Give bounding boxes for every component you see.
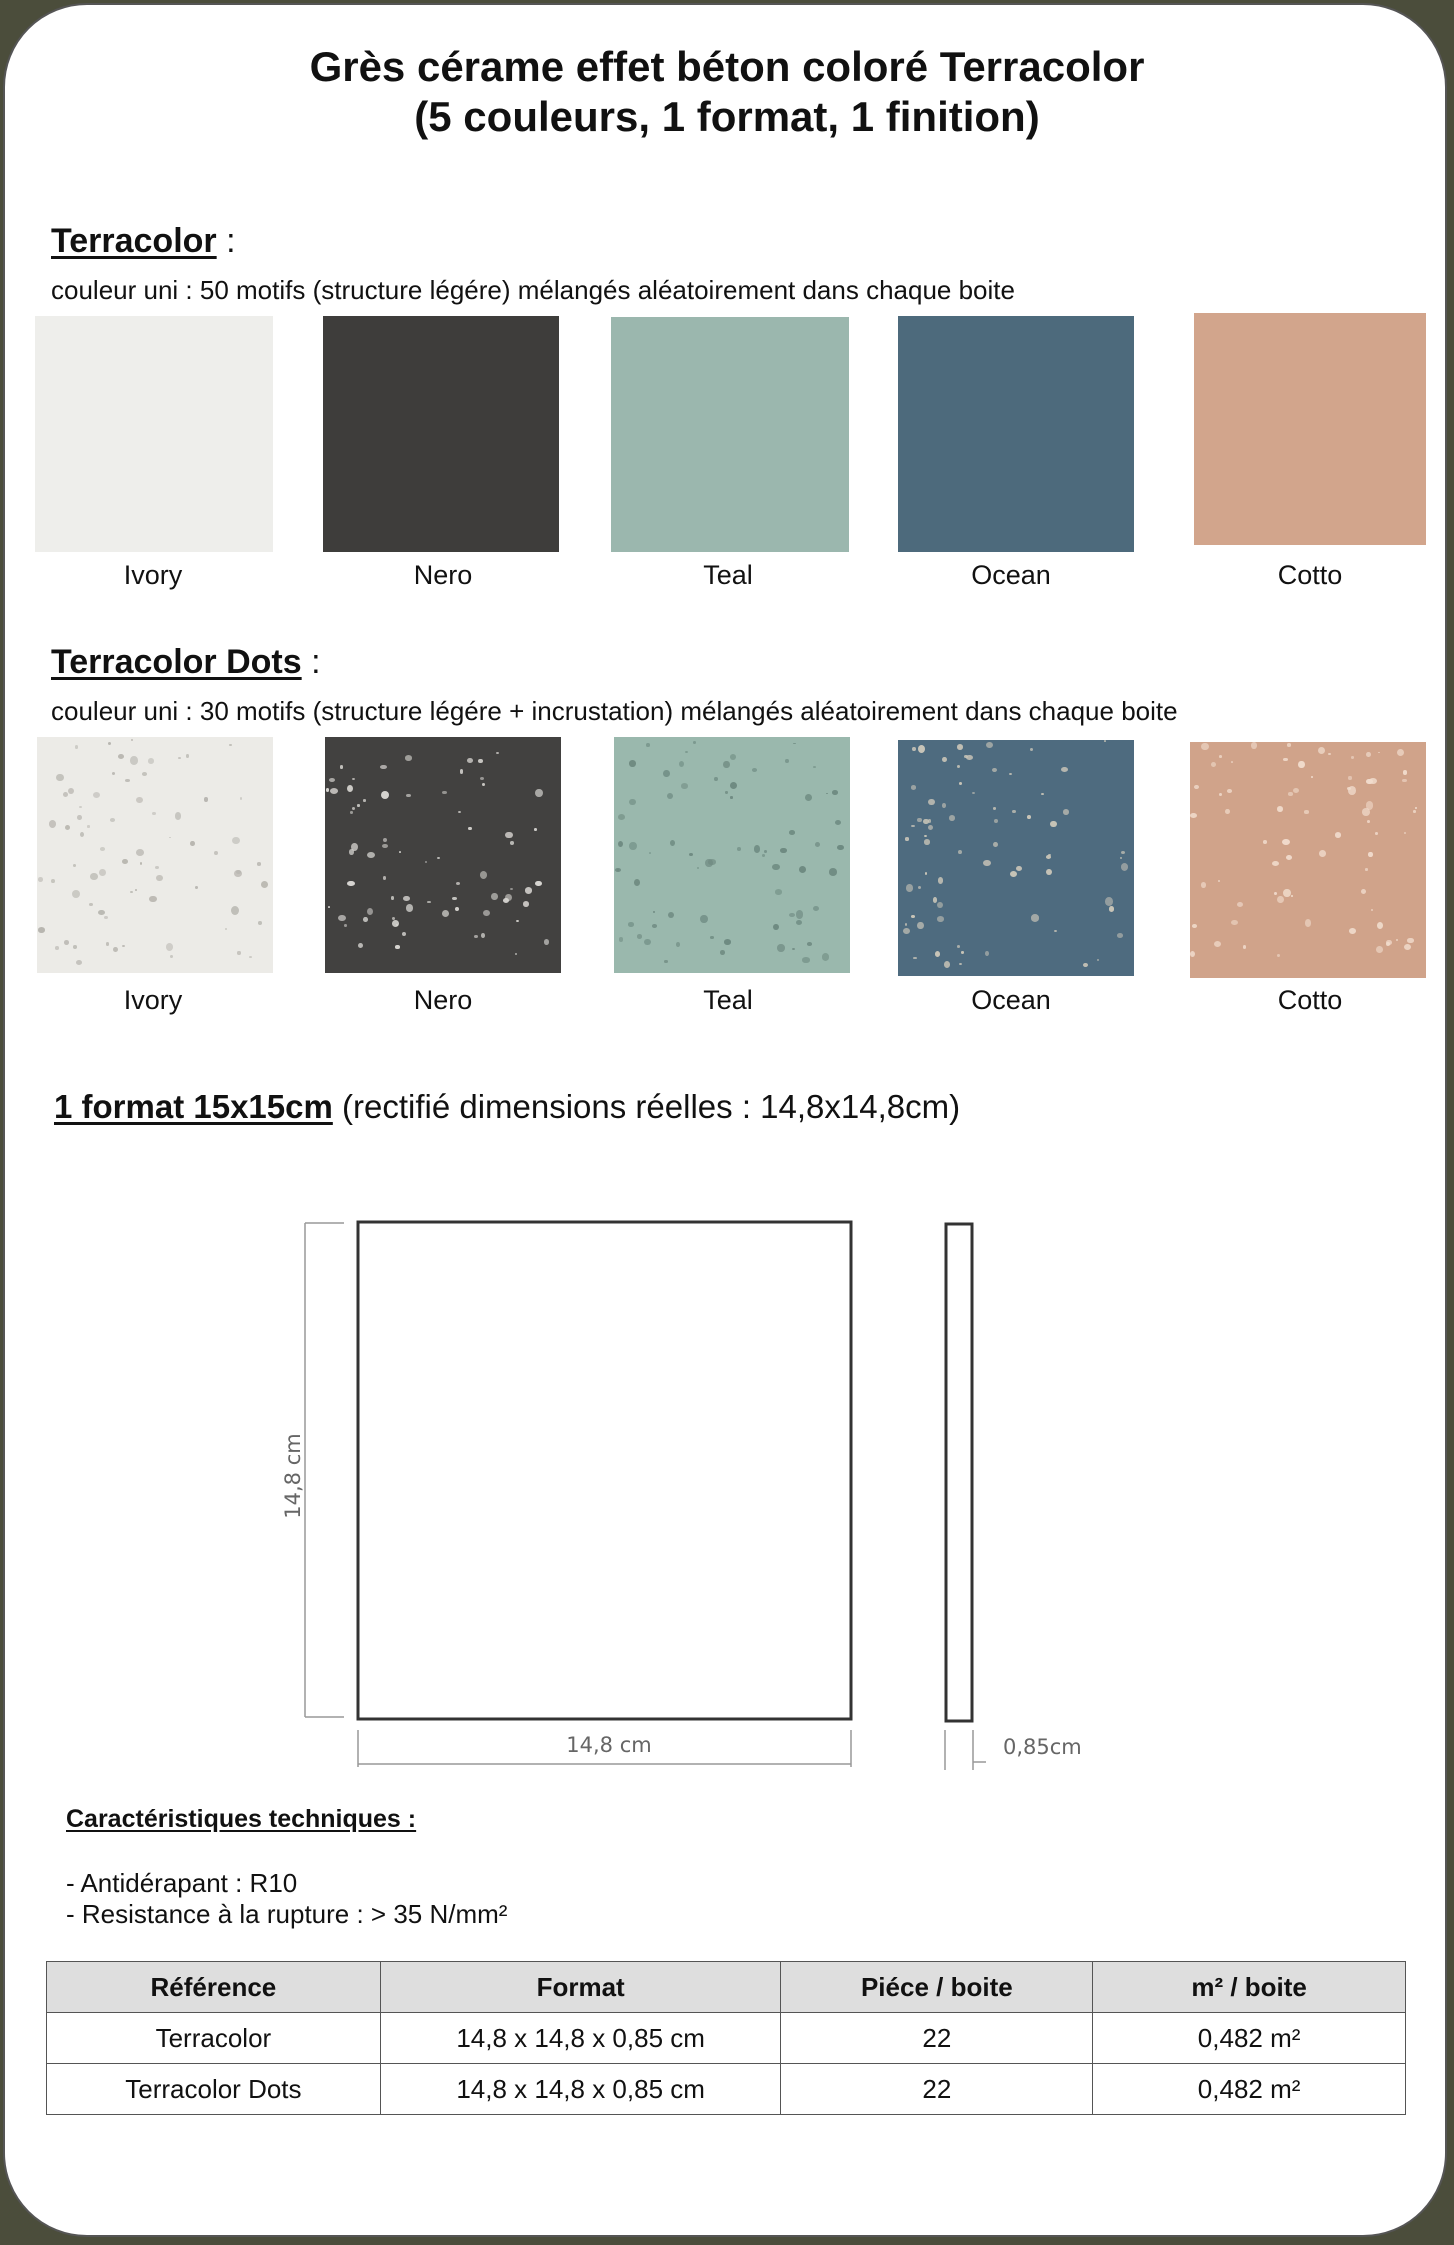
tile-label-terracolor-teal: Teal [703, 560, 753, 590]
tech-title: Caractéristiques techniques : [66, 1805, 417, 1833]
table-cell: Terracolor [47, 2013, 381, 2064]
dim-width-label: 14,8 cm [566, 1733, 652, 1757]
dim-height-label: 14,8 cm [281, 1433, 305, 1519]
tile-label-dots-cotto: Cotto [1277, 985, 1343, 1015]
table-row [47, 2013, 1406, 2064]
tile-label-terracolor-cotto: Cotto [1277, 560, 1343, 590]
table-cell: 22 [781, 2064, 1093, 2115]
table-header: Format [380, 1962, 781, 2013]
table-header: Référence [47, 1962, 381, 2013]
dim-thickness-label: 0,85cm [1003, 1735, 1082, 1759]
tile-label-dots-nero: Nero [413, 985, 473, 1015]
table-cell: Terracolor Dots [47, 2064, 381, 2115]
table-header-row [47, 1962, 1406, 2013]
tile-label-terracolor-ocean: Ocean [971, 560, 1051, 590]
format-note: (rectifié dimensions réelles : 14,8x14,8cm) [332, 1088, 961, 1125]
table-row [47, 2064, 1406, 2115]
table-cell: 0,482 m² [1093, 2064, 1406, 2115]
page-subtitle: (5 couleurs, 1 format, 1 finition) [414, 93, 1040, 140]
table-header: m² / boite [1093, 1962, 1406, 2013]
tile-label-dots-ivory: Ivory [123, 985, 183, 1015]
section-description-terracolor-dots: couleur uni : 30 motifs (structure légére + incrustation) mélangés aléatoirement dans chaque boite [51, 696, 1178, 726]
tech-line-resistance: - Resistance à la rupture : > 35 N/mm² [66, 1899, 508, 1929]
tile-label-dots-ocean: Ocean [971, 985, 1051, 1015]
section-title-dots-colon: : [311, 643, 321, 681]
tile-label-terracolor-nero: Nero [413, 560, 473, 590]
table-cell: 22 [781, 2013, 1093, 2064]
section-title-dots-text: Terracolor Dots [51, 643, 302, 681]
section-description-terracolor: couleur uni : 50 motifs (structure légére) mélangés aléatoirement dans chaque boite [51, 275, 1015, 305]
tile-label-dots-teal: Teal [703, 985, 753, 1015]
table-cell: 0,482 m² [1093, 2013, 1406, 2064]
tile-side-outline [946, 1224, 972, 1721]
table-cell: 14,8 x 14,8 x 0,85 cm [380, 2013, 781, 2064]
table-header: Piéce / boite [781, 1962, 1093, 2013]
tech-line-antiderapant: - Antidérapant : R10 [66, 1868, 298, 1898]
section-title-terracolor-text: Terracolor [51, 222, 217, 260]
page-title: Grès cérame effet béton coloré Terracolor [309, 43, 1145, 90]
format-title: 1 format 15x15cm [54, 1088, 333, 1125]
tile-label-terracolor-ivory: Ivory [123, 560, 183, 590]
section-title-colon: : [226, 222, 236, 260]
spec-table [46, 1961, 1406, 2115]
tile-front-outline [358, 1222, 851, 1719]
table-cell: 14,8 x 14,8 x 0,85 cm [380, 2064, 781, 2115]
